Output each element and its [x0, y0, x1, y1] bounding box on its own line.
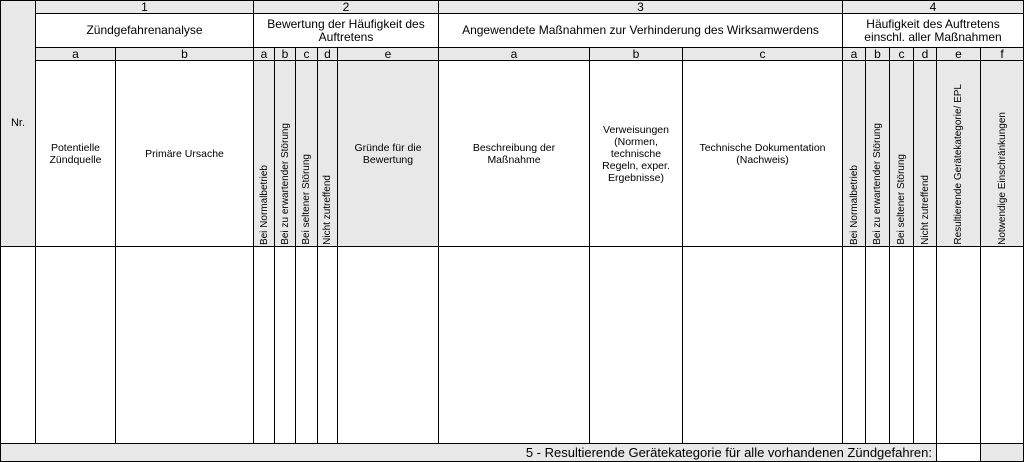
header-4b-text: Bei zu erwartender Störung: [872, 123, 883, 245]
body-nr-cell[interactable]: [0, 246, 36, 444]
col-3a-letter: a: [438, 47, 590, 61]
header-2a-normal-operation: [253, 60, 275, 247]
header-measure-description: Beschreibung der Maßnahme: [438, 60, 590, 247]
header-potential-ignition-source: Potentielle Zündquelle: [35, 60, 116, 247]
body-2d-cell[interactable]: [317, 246, 338, 444]
header-4e-resulting-category: [936, 60, 981, 247]
header-4e-text: Resultierende Gerätekategorie/ EPL: [953, 84, 964, 245]
body-3b-cell[interactable]: [589, 246, 683, 444]
body-4f-cell[interactable]: [980, 246, 1024, 444]
header-4d-text: Nicht zutreffend: [919, 175, 931, 245]
header-2b-text: Bei zu erwartender Störung: [279, 123, 291, 245]
header-2a-text: Bei Normalbetrieb: [258, 164, 270, 245]
group-1-title: Zündgefahrenanalyse: [35, 13, 254, 48]
summary-label: 5 - Resultierende Gerätekategorie für alle vorhandenen Zündgefahren:: [0, 443, 937, 462]
header-references: Verweisungen (Normen, technische Regeln, exper. Ergebnisse): [589, 60, 683, 247]
body-4d-cell[interactable]: [913, 246, 937, 444]
col-4f-letter: f: [980, 47, 1024, 61]
body-4a-cell[interactable]: [842, 246, 866, 444]
col-1b-letter: b: [115, 47, 254, 61]
summary-category-cell[interactable]: [936, 443, 981, 462]
group-3-number: 3: [438, 0, 843, 14]
group-4-title: Häufigkeit des Auftretens einschl. aller Maßnahmen: [842, 13, 1024, 48]
col-4b-letter: b: [865, 47, 890, 61]
header-primary-cause: Primäre Ursache: [115, 60, 254, 247]
col-4d-letter: d: [913, 47, 937, 61]
body-2a-cell[interactable]: [253, 246, 275, 444]
header-reasons-for-assessment: Gründe für die Bewertung: [337, 60, 439, 247]
col-2c-letter: c: [295, 47, 318, 61]
group-4-number: 4: [842, 0, 1024, 14]
header-2b-expected-malfunction: [274, 60, 296, 247]
body-2c-cell[interactable]: [295, 246, 318, 444]
body-2b-cell[interactable]: [274, 246, 296, 444]
header-2d-not-applicable: [317, 60, 338, 247]
header-2c-rare-malfunction: [295, 60, 318, 247]
summary-blank-cell: [980, 443, 1024, 462]
col-2d-letter: d: [317, 47, 338, 61]
body-2e-cell[interactable]: [337, 246, 439, 444]
header-4f-necessary-restrictions: [980, 60, 1024, 247]
body-4b-cell[interactable]: [865, 246, 890, 444]
col-1a-letter: a: [35, 47, 116, 61]
body-1a-cell[interactable]: [35, 246, 116, 444]
body-3c-cell[interactable]: [682, 246, 843, 444]
header-2d-text: Nicht zutreffend: [322, 175, 333, 245]
body-4c-cell[interactable]: [889, 246, 914, 444]
group-3-title: Angewendete Maßnahmen zur Verhinderung des Wirksamwerdens: [438, 13, 843, 48]
col-3c-letter: c: [682, 47, 843, 61]
header-2c-text: Bei seltener Störung: [301, 154, 312, 245]
header-4c-rare-malfunction: [889, 60, 914, 247]
group-2-title: Bewertung der Häufigkeit des Auftretens: [253, 13, 439, 48]
body-1b-cell[interactable]: [115, 246, 254, 444]
header-4b-expected-malfunction: [865, 60, 890, 247]
header-4d-not-applicable: [913, 60, 937, 247]
header-4a-normal-operation: [842, 60, 866, 247]
col-4e-letter: e: [936, 47, 981, 61]
row-number-header: Nr.: [0, 0, 36, 247]
col-2a-letter: a: [253, 47, 275, 61]
col-4c-letter: c: [889, 47, 914, 61]
col-3b-letter: b: [589, 47, 683, 61]
body-3a-cell[interactable]: [438, 246, 590, 444]
col-2b-letter: b: [274, 47, 296, 61]
col-4a-letter: a: [842, 47, 866, 61]
col-2e-letter: e: [337, 47, 439, 61]
group-1-number: 1: [35, 0, 254, 14]
header-technical-documentation: Technische Dokumentation (Nachweis): [682, 60, 843, 247]
header-4c-text: Bei seltener Störung: [896, 154, 907, 245]
header-4a-text: Bei Normalbetrieb: [848, 164, 860, 245]
body-4e-cell[interactable]: [936, 246, 981, 444]
group-2-number: 2: [253, 0, 439, 14]
header-4f-text: Notwendige Einschränkungen: [996, 112, 1008, 245]
